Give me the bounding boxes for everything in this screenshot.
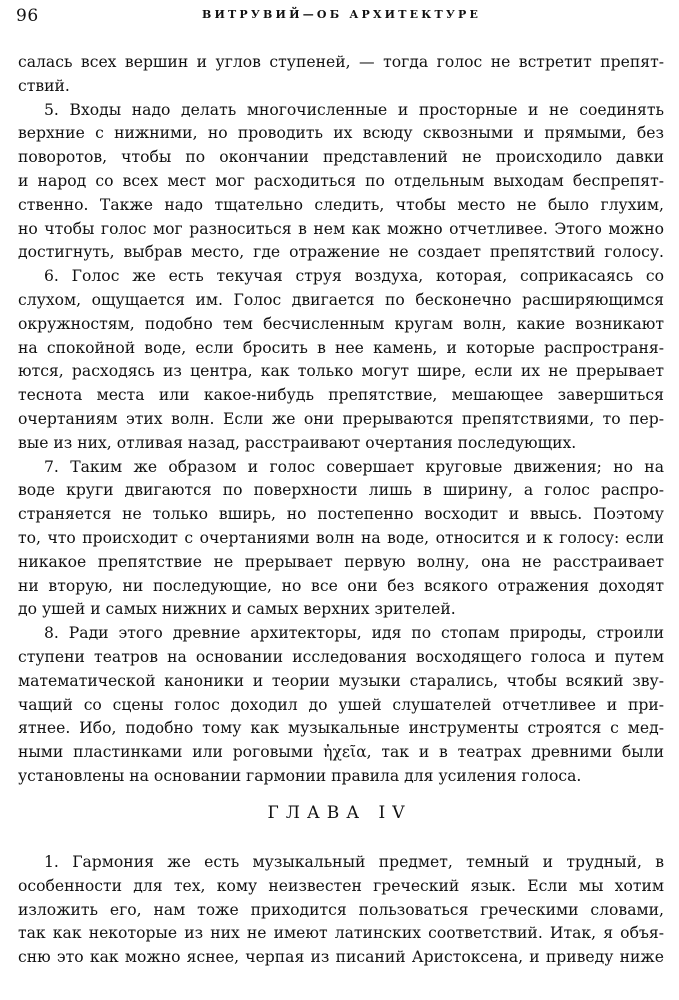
text-line: до ушей и самых нижних и самых верхних зрителей.: [18, 600, 456, 619]
text-line: очертаниям этих волн. Если же они прерываются препятствиями, то пер-: [18, 409, 664, 428]
paragraph-8-start: 8. Ради этого древние архитекторы, идя по стопам природы, строили: [44, 624, 664, 643]
text-line: особенности для тех, кому неизвестен греческий язык. Если мы хотим: [18, 876, 664, 895]
running-title: ВИТРУВИЙ—ОБ АРХИТЕКТУРЕ: [201, 8, 482, 21]
text-line: чащий со сцены голос доходил до ушей слушателей отчетливее и при-: [18, 695, 664, 714]
text-line: сню это как можно яснее, черпая из писаний Аристоксена, и приведу ниже: [18, 948, 664, 967]
text-line: теснота места или какое-нибудь препятствие, мешающее завершиться: [18, 386, 664, 405]
text-line: установлены на основании гармонии правила для усиления голоса.: [18, 766, 582, 785]
text-line: математической каноники и теории музыки старались, чтобы всякий зву-: [18, 671, 664, 690]
text-line: слухом, ощущается им. Голос двигается по бесконечно расширяющимся: [18, 290, 664, 309]
text-line: на спокойной воде, если бросить в нее камень, и которые распространя-: [18, 338, 664, 357]
text-line: ются, расходясь из центра, как только могут шире, если их не прерывает: [18, 362, 664, 381]
chapter-title: ГЛАВА IV: [267, 803, 412, 823]
paragraph-7-start: 7. Таким же образом и голос совершает круговые движения; но на: [44, 457, 664, 476]
text-line: достигнуть, выбрав место, где отражение не создает препятствий голосу.: [18, 243, 664, 262]
text-line: салась всех вершин и углов ступеней, — тогда голос не встретит препят-: [18, 53, 664, 71]
text-line: ятнее. Ибо, подобно тому как музыкальные инструменты строятся с мед-: [18, 719, 664, 738]
text-line: изложить его, нам тоже приходится пользоваться греческими словами,: [18, 900, 664, 919]
paragraph-6-start: 6. Голос же есть текучая струя воздуха, которая, соприкасаясь со: [44, 267, 664, 286]
text-line: воде круги двигаются по поверхности лишь в ширину, а голос распро-: [18, 481, 664, 500]
text-line: ни вторую, ни последующие, но все они без всякого отражения доходят: [18, 576, 664, 595]
body-text: [18, 51, 664, 789]
text-line: ступени театров на основании исследования восходящего голоса и путем: [18, 647, 664, 666]
text-line: поворотов, чтобы по окончании представлений не происходило давки: [18, 148, 664, 167]
text-line: ными пластинками или роговыми ἠχεῖα, так и в театрах древними были: [18, 743, 664, 762]
text-line: ственно. Также надо тщательно следить, чтобы место не было глухим,: [18, 195, 664, 214]
chapter-text: [18, 851, 664, 970]
paragraph-5-start: 5. Входы надо делать многочисленные и просторные и не соединять: [44, 100, 664, 119]
text-line: никакое препятствие не прерывает первую волну, она не расстраивает: [18, 552, 664, 571]
text-line: но чтобы голос мог разноситься в нем как можно отчетливее. Этого можно: [18, 219, 664, 238]
text-line: так как некоторые из них не имеют латинских соответствий. Итак, я объя-: [18, 924, 664, 943]
text-line: верхние с нижними, но проводить их всюду сквозными и прямыми, без: [18, 124, 664, 143]
text-line: то, что происходит с очертаниями волн на воде, относится и к голосу: если: [18, 528, 664, 547]
text-line: ствий.: [18, 76, 70, 95]
text-line: страняется не только вширь, но постепенно восходит и ввысь. Поэтому: [18, 505, 664, 524]
text-line: и народ со всех мест мог расходиться по отдельным выходам беспрепят-: [18, 171, 664, 190]
page-number: 96: [16, 6, 39, 26]
text-line: окружностям, подобно тем бесчисленным кругам волн, какие возникают: [18, 314, 664, 333]
chapter-paragraph-1-start: 1. Гармония же есть музыкальный предмет, темный и трудный, в: [44, 853, 664, 871]
text-line: вые из них, отливая назад, расстраивают очертания последующих.: [18, 433, 577, 452]
running-head: [16, 6, 667, 28]
